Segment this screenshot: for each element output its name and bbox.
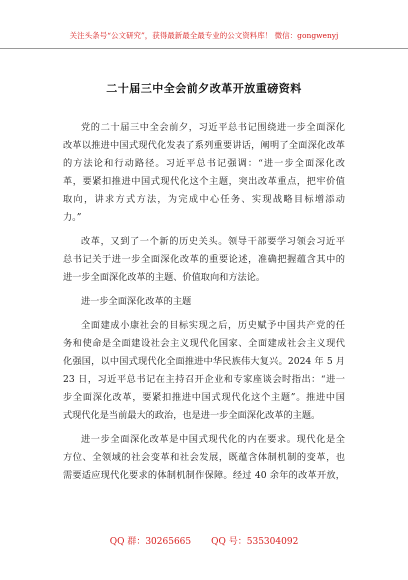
footer-qq-group: QQ 群：30265665 bbox=[109, 537, 192, 547]
body-line: 进一步全面深化改革的主题、价值取向和方法论。 bbox=[63, 272, 266, 283]
body-line: 23 日，习近平总书记在主持召开企业和专家座谈会时指出：“进一 bbox=[63, 374, 345, 385]
body-line: 革，要紧扣推进中国式现代化这个主题，突出改革重点，把牢价值 bbox=[63, 176, 345, 187]
footer-qq-number: QQ 号：535304092 bbox=[211, 537, 299, 547]
body-line: 式现代化是当前最大的政治，也是进一步全面深化改革的主题。 bbox=[63, 410, 321, 421]
section-heading: 进一步全面深化改革的主题 bbox=[81, 296, 192, 307]
page-header bbox=[0, 0, 408, 49]
body-line: 改革以推进中国式现代化发表了系列重要讲话，阐明了全面深化改革 bbox=[63, 140, 345, 151]
body-line: 党的二十届三中全会前夕，习近平总书记围绕进一步全面深化 bbox=[81, 122, 345, 133]
body-line: 务和使命是全面建设社会主义现代化国家、全面建成社会主义现代 bbox=[63, 338, 345, 349]
document-title: 二十届三中全会前夕改革开放重磅资料 bbox=[106, 82, 302, 95]
body-line: 进一步全面深化改革是中国式现代化的内在要求。现代化是全 bbox=[81, 434, 345, 445]
body-line: 的方法论和行动路径。习近平总书记强调：“进一步全面深化改 bbox=[63, 158, 345, 169]
body-line: 改革，又到了一个新的历史关头。领导干部要学习领会习近平 bbox=[81, 236, 345, 247]
body-line: 力。” bbox=[63, 212, 82, 223]
body-line: 步全面深化改革，要紧扣推进中国式现代化这个主题”。推进中国 bbox=[63, 392, 345, 403]
body-line: 取向，讲求方式方法，为完成中心任务、实现战略目标增添动 bbox=[63, 194, 345, 205]
body-line: 化强国，以中国式现代化全面推进中华民族伟大复兴。2024 年 5 月 bbox=[63, 356, 345, 367]
body-line: 总书记关于进一步全面深化改革的重要论述，准确把握蕴含其中的 bbox=[63, 254, 345, 265]
page-footer bbox=[0, 534, 408, 547]
body-line: 全面建成小康社会的目标实现之后，历史赋予中国共产党的任 bbox=[81, 320, 345, 331]
header-promo-note: 关注头条号“公文研究”，获得最新最全最专业的公文资料库！ 微信：gongwenyj bbox=[69, 31, 339, 40]
body-line: 方位、全领域的社会变革和社会发展，既蕴含体制机制的变革，也 bbox=[63, 452, 345, 463]
body-line: 需要适应现代化要求的体制机制作保障。经过 40 余年的改革开放， bbox=[63, 470, 345, 481]
